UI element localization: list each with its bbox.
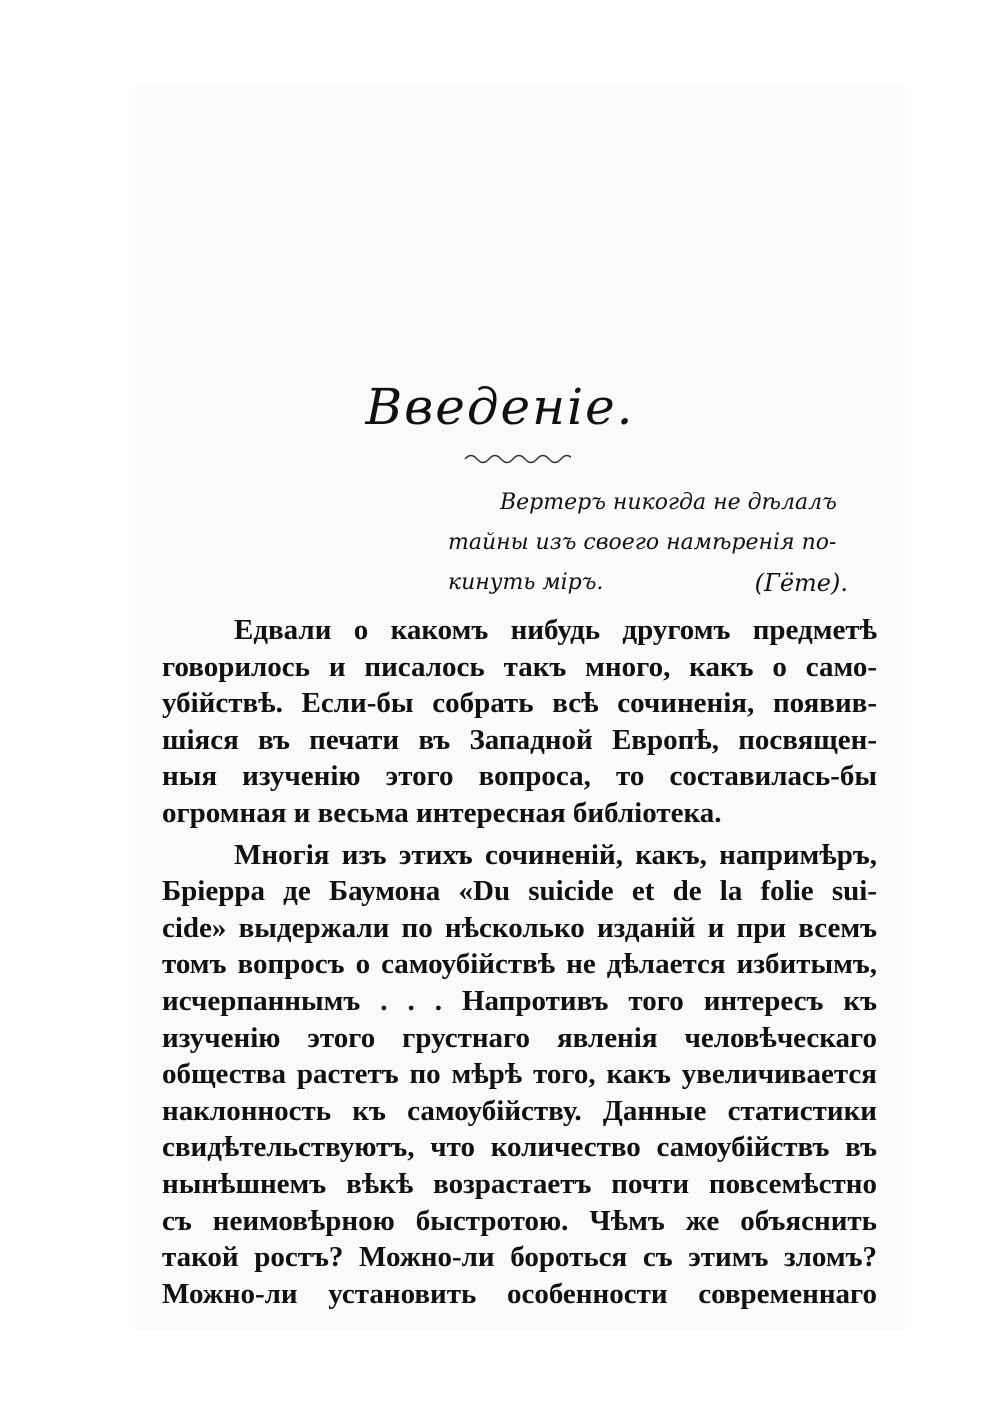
epigraph	[448, 483, 848, 603]
text-line: огромная и весьма интересная библіотека.	[162, 796, 722, 829]
chapter-title: Введеніе.	[365, 378, 635, 436]
text-line: томъ вопросъ о самоубійствѣ не дѣлается избитымъ,	[162, 948, 877, 981]
text-line: ныя изученію этого вопроса, то составилась-бы	[162, 760, 877, 793]
text-line: cide» выдержали по нѣсколько изданій и при всемъ	[162, 911, 877, 944]
paragraph	[162, 612, 877, 832]
text-line: Можно-ли установить особенности современнаго	[162, 1277, 877, 1310]
text-line: такой ростъ? Можно-ли бороться съ этимъ зломъ?	[162, 1241, 877, 1274]
epigraph-attribution: (Гёте).	[754, 569, 848, 597]
text-line: свидѣтельствуютъ, что количество самоубійствъ въ	[162, 1131, 877, 1164]
text-line: Бріерра де Баумона «Du suicide et de la folie sui-	[162, 875, 877, 908]
text-line: Многія изъ этихъ сочиненій, какъ, напримѣръ,	[234, 838, 877, 871]
text-line: изученію этого грустнаго явленія человѣческаго	[162, 1021, 877, 1054]
text-line: наклонность къ самоубійству. Данные статистики	[162, 1094, 877, 1127]
text-line: нынѣшнемъ вѣкѣ возрастаетъ почти повсемѣстно	[162, 1167, 877, 1200]
text-line: съ неимовѣрною быстротою. Чѣмъ же объяснить	[162, 1204, 877, 1237]
text-line: исчерпаннымъ . . . Напротивъ того интересъ къ	[162, 984, 877, 1017]
text-line: шіяся въ печати въ Западной Европѣ, посвящен-	[162, 723, 877, 756]
epigraph-line: Вертеръ никогда не дѣлалъ	[500, 490, 837, 515]
body-text	[162, 612, 877, 1312]
epigraph-line: тайны изъ своего намѣренія по-	[448, 530, 837, 555]
text-line: убійствѣ. Если-бы собрать всѣ сочиненія, появив-	[162, 687, 877, 720]
paragraph	[162, 837, 877, 1313]
text-line: Едвали о какомъ нибудь другомъ предметѣ	[234, 614, 877, 646]
text-line: общества растетъ по мѣрѣ того, какъ увеличивается	[162, 1058, 877, 1091]
text-line: говорилось и писалось такъ много, какъ о само-	[162, 650, 877, 683]
epigraph-line: кинуть міръ.	[448, 570, 604, 595]
title-ornament	[463, 450, 571, 464]
